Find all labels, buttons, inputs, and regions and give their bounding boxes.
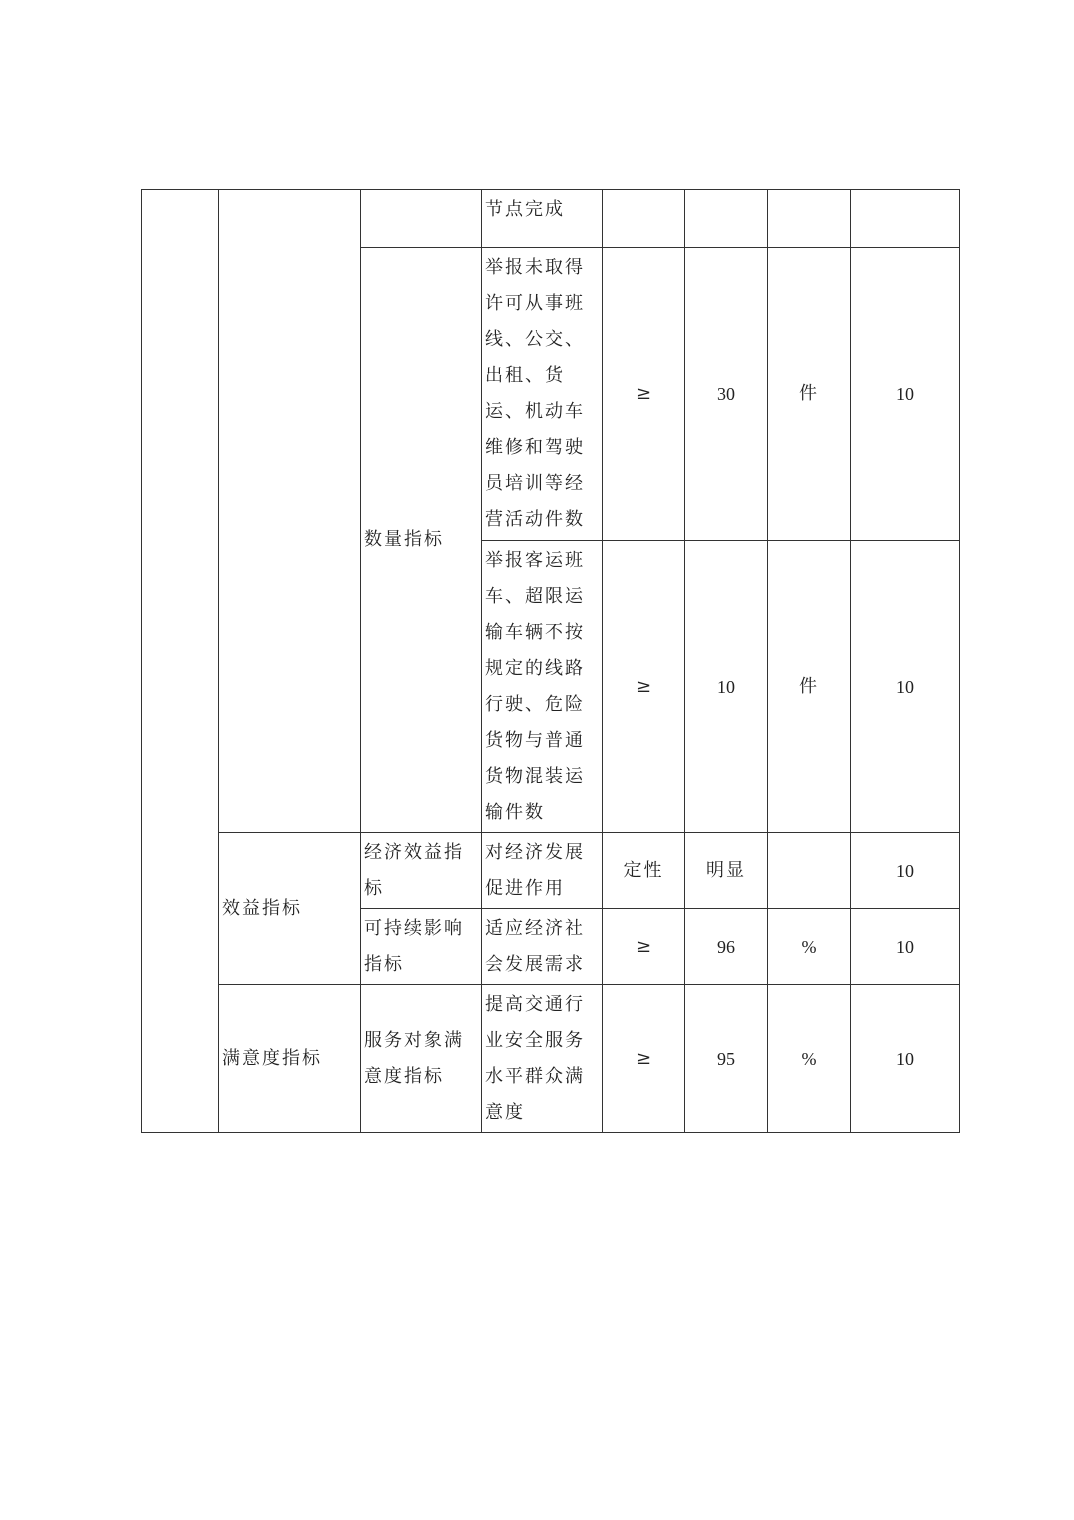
operator-cell: ≥ — [603, 541, 685, 833]
score-cell: 10 — [851, 833, 960, 909]
unit-cell — [768, 190, 851, 248]
unit-cell: % — [768, 985, 851, 1133]
indicator-satisfaction: 提高交通行业安全服务水平群众满意度 — [482, 985, 603, 1133]
value-cell: 95 — [685, 985, 768, 1133]
category-benefit: 效益指标 — [219, 833, 361, 985]
value-cell — [685, 190, 768, 248]
score-cell: 10 — [851, 909, 960, 985]
value-cell: 明显 — [685, 833, 768, 909]
operator-cell: ≥ — [603, 985, 685, 1133]
category-quantity: 数量指标 — [361, 248, 482, 833]
table-row — [142, 190, 960, 248]
indicator-economic: 对经济发展促进作用 — [482, 833, 603, 909]
category-satisfaction: 满意度指标 — [219, 985, 361, 1133]
value-cell: 10 — [685, 541, 768, 833]
category-service-satisfaction: 服务对象满意度指标 — [361, 985, 482, 1133]
unit-cell — [768, 833, 851, 909]
score-cell: 10 — [851, 248, 960, 541]
table-row — [142, 833, 960, 909]
operator-cell: ≥ — [603, 248, 685, 541]
performance-indicator-table — [141, 189, 960, 1133]
indicator-report-unlicensed: 举报未取得许可从事班线、公交、出租、货运、机动车维修和驾驶员培训等经营活动件数 — [482, 248, 603, 541]
score-cell: 10 — [851, 541, 960, 833]
second-level-blank-cell — [361, 190, 482, 248]
outer-blank-cell — [142, 190, 219, 1133]
unit-cell: 件 — [768, 248, 851, 541]
category-sustainable-impact: 可持续影响指标 — [361, 909, 482, 985]
operator-cell — [603, 190, 685, 248]
operator-cell: 定性 — [603, 833, 685, 909]
indicator-node-complete: 节点完成 — [482, 190, 603, 248]
value-cell: 30 — [685, 248, 768, 541]
category-economic-benefit: 经济效益指标 — [361, 833, 482, 909]
operator-cell: ≥ — [603, 909, 685, 985]
unit-cell: 件 — [768, 541, 851, 833]
score-cell — [851, 190, 960, 248]
table-row — [142, 985, 960, 1133]
indicator-sustainable: 适应经济社会发展需求 — [482, 909, 603, 985]
unit-cell: % — [768, 909, 851, 985]
first-level-blank-cell — [219, 190, 361, 833]
score-cell: 10 — [851, 985, 960, 1133]
indicator-report-violation: 举报客运班车、超限运输车辆不按规定的线路行驶、危险货物与普通货物混装运输件数 — [482, 541, 603, 833]
value-cell: 96 — [685, 909, 768, 985]
